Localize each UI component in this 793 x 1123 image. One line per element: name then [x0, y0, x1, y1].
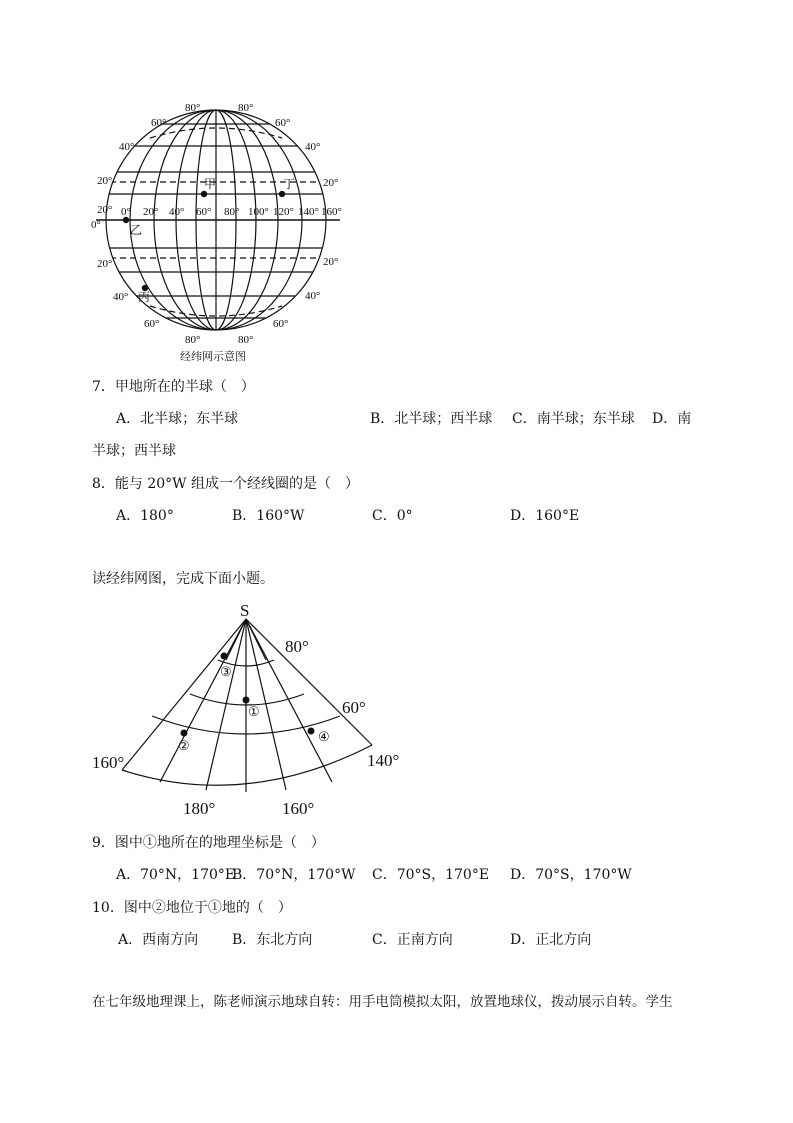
svg-text:120°: 120°: [273, 206, 294, 218]
q10-option-a[interactable]: A．西南方向: [118, 932, 199, 948]
svg-text:60°: 60°: [151, 117, 167, 129]
q7-option-d[interactable]: D．南: [652, 411, 692, 427]
svg-text:③: ③: [220, 664, 232, 679]
q8-option-b[interactable]: B．160°W: [232, 508, 305, 524]
svg-text:20°: 20°: [97, 204, 113, 216]
q8-option-a[interactable]: A．180°: [116, 508, 174, 524]
q9-option-d[interactable]: D．70°S，170°W: [510, 867, 632, 883]
svg-text:40°: 40°: [119, 141, 135, 153]
q9-option-b[interactable]: B．70°N，170°W: [232, 867, 356, 883]
q8-stem: 8．能与 20°W 组成一个经线圈的是（ ）: [92, 476, 360, 492]
svg-text:80°: 80°: [224, 206, 240, 218]
svg-text:20°: 20°: [97, 258, 113, 270]
svg-text:60°: 60°: [196, 206, 212, 218]
globe-graticule-diagram: [88, 96, 358, 368]
svg-text:20°: 20°: [143, 206, 159, 218]
svg-text:20°: 20°: [323, 256, 339, 268]
svg-text:40°: 40°: [305, 141, 321, 153]
polar-point-3: [221, 653, 228, 660]
svg-text:80°: 80°: [185, 334, 201, 346]
svg-text:40°: 40°: [169, 206, 185, 218]
point-ding: [279, 191, 285, 197]
svg-text:丁: 丁: [283, 177, 296, 191]
svg-text:60°: 60°: [342, 698, 366, 717]
polar-point-2: [181, 730, 188, 737]
q9-option-a[interactable]: A．70°N，170°E: [116, 867, 236, 883]
q7-option-b[interactable]: B．北半球；西半球: [370, 411, 493, 427]
q10-stem: 10．图中②地位于①地的（ ）: [92, 900, 292, 916]
polar-pole-label: S: [240, 601, 250, 620]
svg-text:80°: 80°: [185, 102, 201, 114]
svg-text:20°: 20°: [323, 177, 339, 189]
polar-point-1: [243, 697, 250, 704]
svg-text:160°: 160°: [282, 799, 315, 818]
q9-option-c[interactable]: C．70°S，170°E: [372, 867, 490, 883]
svg-text:乙: 乙: [130, 223, 143, 237]
point-jia: [201, 191, 207, 197]
next-passage-text: 在七年级地理课上，陈老师演示地球自转：用手电筒模拟太阳，放置地球仪，拨动展示自转。学生: [92, 994, 673, 1010]
q10-option-d[interactable]: D．正北方向: [510, 932, 592, 948]
q10-option-b[interactable]: B．东北方向: [232, 932, 313, 948]
svg-text:60°: 60°: [275, 117, 291, 129]
svg-text:180°: 180°: [183, 799, 216, 818]
svg-text:①: ①: [248, 704, 260, 719]
q8-option-d[interactable]: D．160°E: [510, 508, 580, 524]
svg-text:甲: 甲: [204, 177, 217, 191]
svg-text:0°: 0°: [91, 219, 101, 231]
svg-text:100°: 100°: [248, 206, 269, 218]
globe-caption: 经纬网示意图: [180, 350, 246, 363]
svg-text:④: ④: [318, 729, 330, 744]
svg-text:0°: 0°: [121, 206, 131, 218]
svg-text:80°: 80°: [238, 334, 254, 346]
polar-graticule-diagram: [88, 596, 418, 822]
svg-text:80°: 80°: [285, 637, 309, 656]
q7-option-a[interactable]: A．北半球；东半球: [116, 411, 239, 427]
q10-option-c[interactable]: C．正南方向: [372, 932, 453, 948]
section-intro: 读经纬网图，完成下面小题。: [92, 571, 274, 587]
svg-text:40°: 40°: [305, 290, 321, 302]
q9-stem: 9．图中①地所在的地理坐标是（ ）: [92, 835, 325, 851]
svg-text:160°: 160°: [92, 753, 125, 772]
svg-text:60°: 60°: [273, 318, 289, 330]
q7-option-d-cont: 半球；西半球: [92, 443, 176, 459]
svg-text:40°: 40°: [113, 291, 129, 303]
svg-text:20°: 20°: [97, 175, 113, 187]
svg-text:140°: 140°: [298, 206, 319, 218]
q7-option-c[interactable]: C．南半球；东半球: [512, 411, 635, 427]
svg-text:140°: 140°: [367, 751, 400, 770]
svg-text:②: ②: [178, 738, 190, 753]
svg-text:160°: 160°: [321, 206, 342, 218]
q7-stem: 7．甲地所在的半球（ ）: [92, 379, 255, 395]
q8-option-c[interactable]: C．0°: [372, 508, 413, 524]
polar-point-4: [308, 728, 315, 735]
svg-text:60°: 60°: [144, 318, 160, 330]
svg-text:80°: 80°: [238, 102, 254, 114]
svg-text:丙: 丙: [138, 290, 151, 304]
